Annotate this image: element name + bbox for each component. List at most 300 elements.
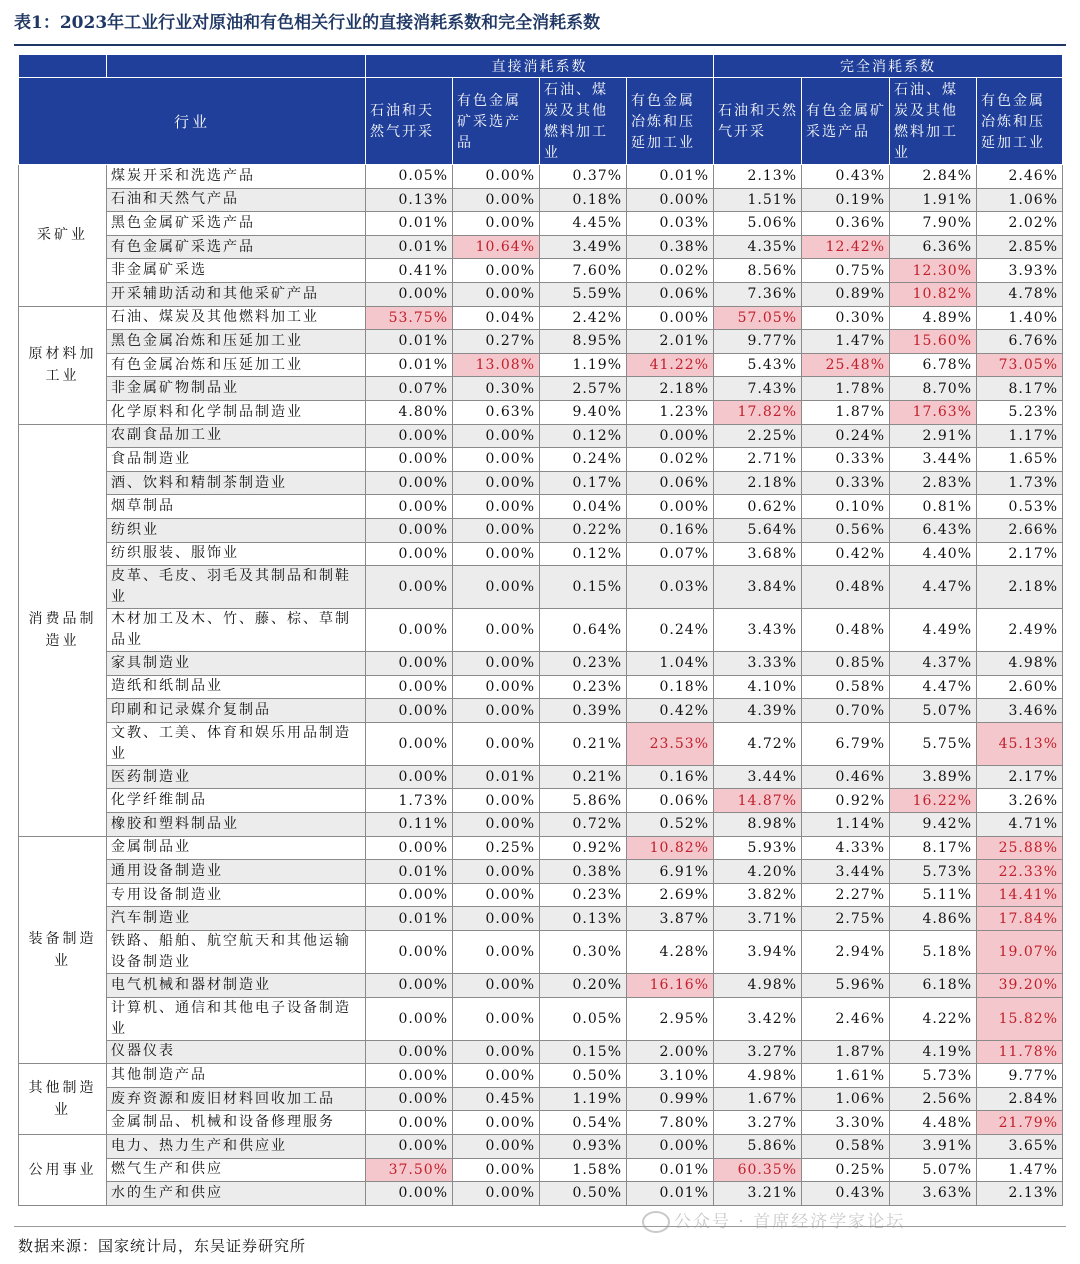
value-cell: 13.08%	[453, 353, 540, 377]
value-cell: 0.00%	[453, 813, 540, 837]
value-cell: 0.43%	[802, 1182, 890, 1206]
industry-name-cell: 有色金属冶炼和压延加工业	[107, 353, 366, 377]
value-cell: 1.87%	[802, 1040, 890, 1064]
value-cell: 0.39%	[540, 699, 627, 723]
category-cell: 装备制造业	[19, 836, 107, 1064]
value-cell: 0.00%	[453, 699, 540, 723]
value-cell: 0.13%	[540, 907, 627, 931]
value-cell: 7.43%	[714, 377, 802, 401]
value-cell: 0.54%	[540, 1111, 627, 1135]
industry-name-cell: 非金属矿物制品业	[107, 377, 366, 401]
value-cell: 0.01%	[453, 765, 540, 789]
value-cell: 4.39%	[714, 699, 802, 723]
industry-name-cell: 黑色金属冶炼和压延加工业	[107, 330, 366, 354]
industry-name-cell: 非金属矿采选	[107, 259, 366, 283]
value-cell: 0.30%	[540, 931, 627, 974]
value-cell: 4.89%	[890, 306, 977, 330]
value-cell: 0.63%	[453, 400, 540, 424]
value-cell: 6.36%	[890, 235, 977, 259]
value-cell: 2.18%	[627, 377, 714, 401]
value-cell: 0.48%	[802, 566, 890, 609]
value-cell: 1.91%	[890, 188, 977, 212]
value-cell: 0.50%	[540, 1064, 627, 1088]
value-cell: 12.30%	[890, 259, 977, 283]
table-row	[19, 813, 1063, 837]
value-cell: 0.99%	[627, 1087, 714, 1111]
table-body	[19, 165, 1063, 1206]
value-cell: 10.82%	[627, 836, 714, 860]
industry-name-cell: 铁路、船舶、航空航天和其他运输设备制造业	[107, 931, 366, 974]
header-blank-cell	[107, 55, 366, 78]
industry-name-cell: 金属制品、机械和设备修理服务	[107, 1111, 366, 1135]
table-row	[19, 1111, 1063, 1135]
table-row	[19, 1182, 1063, 1206]
value-cell: 0.00%	[453, 652, 540, 676]
industry-name-cell: 有色金属矿采选产品	[107, 235, 366, 259]
value-cell: 0.12%	[540, 424, 627, 448]
header-total-group: 完全消耗系数	[714, 55, 1063, 78]
table-row	[19, 566, 1063, 609]
industry-name-cell: 家具制造业	[107, 652, 366, 676]
value-cell: 1.73%	[977, 471, 1063, 495]
table-row	[19, 1087, 1063, 1111]
value-cell: 0.00%	[453, 675, 540, 699]
value-cell: 3.10%	[627, 1064, 714, 1088]
value-cell: 6.18%	[890, 974, 977, 998]
value-cell: 1.06%	[802, 1087, 890, 1111]
value-cell: 0.20%	[540, 974, 627, 998]
table-row	[19, 997, 1063, 1040]
value-cell: 6.76%	[977, 330, 1063, 354]
value-cell: 0.00%	[366, 1111, 453, 1135]
value-cell: 0.03%	[627, 566, 714, 609]
value-cell: 0.00%	[453, 907, 540, 931]
value-cell: 2.56%	[890, 1087, 977, 1111]
value-cell: 0.21%	[540, 722, 627, 765]
value-cell: 7.80%	[627, 1111, 714, 1135]
value-cell: 0.92%	[540, 836, 627, 860]
value-cell: 2.69%	[627, 883, 714, 907]
table-row	[19, 542, 1063, 566]
value-cell: 0.00%	[453, 448, 540, 472]
table-row	[19, 765, 1063, 789]
category-cell: 公用事业	[19, 1135, 107, 1206]
table-row	[19, 1158, 1063, 1182]
value-cell: 3.63%	[890, 1182, 977, 1206]
value-cell: 0.01%	[366, 907, 453, 931]
value-cell: 2.71%	[714, 448, 802, 472]
value-cell: 0.58%	[802, 1135, 890, 1159]
value-cell: 3.44%	[802, 860, 890, 884]
value-cell: 0.00%	[453, 188, 540, 212]
table-row	[19, 424, 1063, 448]
value-cell: 9.77%	[977, 1064, 1063, 1088]
industry-name-cell: 皮革、毛皮、羽毛及其制品和制鞋业	[107, 566, 366, 609]
value-cell: 8.17%	[890, 836, 977, 860]
value-cell: 0.05%	[366, 165, 453, 189]
value-cell: 45.13%	[977, 722, 1063, 765]
value-cell: 8.17%	[977, 377, 1063, 401]
value-cell: 17.84%	[977, 907, 1063, 931]
value-cell: 0.00%	[627, 306, 714, 330]
industry-name-cell: 开采辅助活动和其他采矿产品	[107, 282, 366, 306]
value-cell: 0.00%	[453, 165, 540, 189]
watermark-text: 公众号 · 首席经济学家论坛	[674, 1212, 906, 1232]
value-cell: 1.19%	[540, 353, 627, 377]
value-cell: 2.85%	[977, 235, 1063, 259]
value-cell: 0.58%	[802, 675, 890, 699]
value-cell: 2.95%	[627, 997, 714, 1040]
table-row	[19, 699, 1063, 723]
value-cell: 3.82%	[714, 883, 802, 907]
table-row	[19, 282, 1063, 306]
value-cell: 2.18%	[977, 566, 1063, 609]
value-cell: 0.05%	[540, 997, 627, 1040]
value-cell: 0.02%	[627, 448, 714, 472]
value-cell: 6.91%	[627, 860, 714, 884]
value-cell: 0.00%	[366, 609, 453, 652]
value-cell: 8.98%	[714, 813, 802, 837]
value-cell: 2.02%	[977, 212, 1063, 236]
value-cell: 1.06%	[977, 188, 1063, 212]
value-cell: 0.00%	[627, 1135, 714, 1159]
table-row	[19, 883, 1063, 907]
table-row	[19, 495, 1063, 519]
value-cell: 3.71%	[714, 907, 802, 931]
value-cell: 0.06%	[627, 471, 714, 495]
value-cell: 14.41%	[977, 883, 1063, 907]
value-cell: 4.78%	[977, 282, 1063, 306]
value-cell: 3.94%	[714, 931, 802, 974]
value-cell: 73.05%	[977, 353, 1063, 377]
value-cell: 0.00%	[453, 931, 540, 974]
value-cell: 0.00%	[453, 566, 540, 609]
value-cell: 3.44%	[890, 448, 977, 472]
industry-name-cell: 化学纤维制品	[107, 789, 366, 813]
value-cell: 0.93%	[540, 1135, 627, 1159]
value-cell: 4.45%	[540, 212, 627, 236]
value-cell: 0.01%	[366, 353, 453, 377]
category-cell: 其他制造业	[19, 1064, 107, 1135]
value-cell: 57.05%	[714, 306, 802, 330]
industry-name-cell: 其他制造产品	[107, 1064, 366, 1088]
value-cell: 2.17%	[977, 542, 1063, 566]
table-row	[19, 789, 1063, 813]
value-cell: 5.07%	[890, 1158, 977, 1182]
table-row	[19, 330, 1063, 354]
industry-name-cell: 废弃资源和废旧材料回收加工品	[107, 1087, 366, 1111]
value-cell: 16.22%	[890, 789, 977, 813]
value-cell: 0.56%	[802, 518, 890, 542]
value-cell: 3.42%	[714, 997, 802, 1040]
value-cell: 2.01%	[627, 330, 714, 354]
value-cell: 25.88%	[977, 836, 1063, 860]
header-sub-column: 有色金属矿采选产品	[453, 78, 540, 165]
table-row	[19, 836, 1063, 860]
value-cell: 2.94%	[802, 931, 890, 974]
value-cell: 0.81%	[890, 495, 977, 519]
table-row	[19, 353, 1063, 377]
table-row	[19, 907, 1063, 931]
value-cell: 0.07%	[366, 377, 453, 401]
industry-name-cell: 电气机械和器材制造业	[107, 974, 366, 998]
value-cell: 0.19%	[802, 188, 890, 212]
value-cell: 9.40%	[540, 400, 627, 424]
value-cell: 6.78%	[890, 353, 977, 377]
industry-name-cell: 专用设备制造业	[107, 883, 366, 907]
value-cell: 1.19%	[540, 1087, 627, 1111]
value-cell: 2.49%	[977, 609, 1063, 652]
value-cell: 4.48%	[890, 1111, 977, 1135]
value-cell: 0.01%	[627, 165, 714, 189]
bottom-divider	[14, 1226, 1066, 1227]
value-cell: 0.11%	[366, 813, 453, 837]
value-cell: 2.57%	[540, 377, 627, 401]
industry-name-cell: 黑色金属矿采选产品	[107, 212, 366, 236]
value-cell: 15.60%	[890, 330, 977, 354]
value-cell: 0.18%	[540, 188, 627, 212]
table-title: 表1：2023年工业行业对原油和有色相关行业的直接消耗系数和完全消耗系数	[14, 13, 601, 33]
value-cell: 0.00%	[453, 1182, 540, 1206]
value-cell: 0.00%	[453, 542, 540, 566]
value-cell: 0.00%	[366, 699, 453, 723]
industry-name-cell: 石油和天然气产品	[107, 188, 366, 212]
industry-name-cell: 烟草制品	[107, 495, 366, 519]
value-cell: 0.15%	[540, 566, 627, 609]
table-row	[19, 974, 1063, 998]
value-cell: 0.00%	[453, 997, 540, 1040]
value-cell: 0.12%	[540, 542, 627, 566]
value-cell: 4.19%	[890, 1040, 977, 1064]
header-sub-column: 有色金属冶炼和压延加工业	[627, 78, 714, 165]
value-cell: 0.01%	[627, 1182, 714, 1206]
value-cell: 0.00%	[366, 765, 453, 789]
value-cell: 0.50%	[540, 1182, 627, 1206]
value-cell: 3.87%	[627, 907, 714, 931]
table-row	[19, 235, 1063, 259]
value-cell: 0.33%	[802, 471, 890, 495]
value-cell: 2.83%	[890, 471, 977, 495]
value-cell: 0.18%	[627, 675, 714, 699]
value-cell: 0.62%	[714, 495, 802, 519]
value-cell: 0.00%	[366, 1087, 453, 1111]
value-cell: 0.00%	[366, 722, 453, 765]
value-cell: 1.67%	[714, 1087, 802, 1111]
value-cell: 0.00%	[453, 789, 540, 813]
value-cell: 0.38%	[627, 235, 714, 259]
value-cell: 0.00%	[453, 259, 540, 283]
industry-name-cell: 印刷和记录媒介复制品	[107, 699, 366, 723]
value-cell: 0.46%	[802, 765, 890, 789]
value-cell: 0.33%	[802, 448, 890, 472]
value-cell: 4.22%	[890, 997, 977, 1040]
value-cell: 1.58%	[540, 1158, 627, 1182]
header-sub-column: 石油和天然气开采	[714, 78, 802, 165]
value-cell: 0.89%	[802, 282, 890, 306]
value-cell: 0.00%	[453, 495, 540, 519]
value-cell: 0.00%	[366, 931, 453, 974]
value-cell: 2.27%	[802, 883, 890, 907]
value-cell: 5.96%	[802, 974, 890, 998]
value-cell: 0.42%	[627, 699, 714, 723]
value-cell: 0.00%	[453, 212, 540, 236]
value-cell: 3.26%	[977, 789, 1063, 813]
table-row	[19, 471, 1063, 495]
value-cell: 0.00%	[453, 518, 540, 542]
value-cell: 0.00%	[366, 542, 453, 566]
value-cell: 0.03%	[627, 212, 714, 236]
value-cell: 0.06%	[627, 789, 714, 813]
value-cell: 8.56%	[714, 259, 802, 283]
table-row	[19, 675, 1063, 699]
value-cell: 0.00%	[453, 424, 540, 448]
value-cell: 0.36%	[802, 212, 890, 236]
value-cell: 0.00%	[366, 566, 453, 609]
value-cell: 0.24%	[627, 609, 714, 652]
industry-name-cell: 计算机、通信和其他电子设备制造业	[107, 997, 366, 1040]
value-cell: 0.00%	[366, 974, 453, 998]
value-cell: 39.20%	[977, 974, 1063, 998]
value-cell: 0.01%	[366, 330, 453, 354]
value-cell: 4.10%	[714, 675, 802, 699]
value-cell: 10.64%	[453, 235, 540, 259]
value-cell: 0.00%	[453, 722, 540, 765]
value-cell: 4.98%	[977, 652, 1063, 676]
value-cell: 8.95%	[540, 330, 627, 354]
value-cell: 4.71%	[977, 813, 1063, 837]
value-cell: 0.00%	[366, 675, 453, 699]
header-blank-cell	[19, 55, 107, 78]
value-cell: 0.00%	[627, 495, 714, 519]
value-cell: 3.84%	[714, 566, 802, 609]
value-cell: 3.27%	[714, 1111, 802, 1135]
value-cell: 7.36%	[714, 282, 802, 306]
value-cell: 5.73%	[890, 860, 977, 884]
industry-name-cell: 食品制造业	[107, 448, 366, 472]
value-cell: 0.07%	[627, 542, 714, 566]
table-row	[19, 652, 1063, 676]
value-cell: 0.00%	[366, 1135, 453, 1159]
value-cell: 0.42%	[802, 542, 890, 566]
value-cell: 5.73%	[890, 1064, 977, 1088]
value-cell: 5.43%	[714, 353, 802, 377]
value-cell: 37.50%	[366, 1158, 453, 1182]
value-cell: 3.21%	[714, 1182, 802, 1206]
value-cell: 0.43%	[802, 165, 890, 189]
value-cell: 4.47%	[890, 566, 977, 609]
value-cell: 0.25%	[453, 836, 540, 860]
industry-name-cell: 石油、煤炭及其他燃料加工业	[107, 306, 366, 330]
source-note: 数据来源：国家统计局，东吴证券研究所	[18, 1237, 307, 1255]
value-cell: 0.00%	[627, 188, 714, 212]
value-cell: 3.46%	[977, 699, 1063, 723]
industry-name-cell: 通用设备制造业	[107, 860, 366, 884]
value-cell: 4.37%	[890, 652, 977, 676]
table-row	[19, 400, 1063, 424]
value-cell: 4.20%	[714, 860, 802, 884]
industry-name-cell: 橡胶和塑料制品业	[107, 813, 366, 837]
watermark	[642, 1207, 905, 1233]
value-cell: 0.00%	[366, 1040, 453, 1064]
table-row	[19, 518, 1063, 542]
industry-name-cell: 燃气生产和供应	[107, 1158, 366, 1182]
value-cell: 0.25%	[802, 1158, 890, 1182]
industry-name-cell: 造纸和纸制品业	[107, 675, 366, 699]
value-cell: 3.33%	[714, 652, 802, 676]
value-cell: 0.00%	[366, 883, 453, 907]
value-cell: 14.87%	[714, 789, 802, 813]
value-cell: 0.92%	[802, 789, 890, 813]
value-cell: 9.42%	[890, 813, 977, 837]
value-cell: 0.24%	[540, 448, 627, 472]
header-direct-group: 直接消耗系数	[366, 55, 714, 78]
consumption-coefficient-table	[18, 54, 1063, 1206]
value-cell: 0.00%	[366, 652, 453, 676]
value-cell: 0.52%	[627, 813, 714, 837]
value-cell: 1.04%	[627, 652, 714, 676]
value-cell: 0.00%	[366, 282, 453, 306]
category-cell: 采矿业	[19, 165, 107, 307]
value-cell: 0.00%	[453, 1158, 540, 1182]
header-sub-column: 石油、煤炭及其他燃料加工业	[890, 78, 977, 165]
value-cell: 4.98%	[714, 974, 802, 998]
industry-name-cell: 煤炭开采和洗选产品	[107, 165, 366, 189]
value-cell: 5.23%	[977, 400, 1063, 424]
value-cell: 1.17%	[977, 424, 1063, 448]
value-cell: 4.98%	[714, 1064, 802, 1088]
value-cell: 4.35%	[714, 235, 802, 259]
value-cell: 0.21%	[540, 765, 627, 789]
value-cell: 2.46%	[802, 997, 890, 1040]
value-cell: 11.78%	[977, 1040, 1063, 1064]
wechat-icon	[642, 1211, 670, 1233]
table-row	[19, 860, 1063, 884]
value-cell: 2.46%	[977, 165, 1063, 189]
value-cell: 19.07%	[977, 931, 1063, 974]
value-cell: 5.93%	[714, 836, 802, 860]
value-cell: 0.53%	[977, 495, 1063, 519]
value-cell: 0.00%	[453, 1111, 540, 1135]
value-cell: 0.00%	[366, 1182, 453, 1206]
value-cell: 0.00%	[366, 448, 453, 472]
value-cell: 5.06%	[714, 212, 802, 236]
industry-name-cell: 纺织服装、服饰业	[107, 542, 366, 566]
value-cell: 2.42%	[540, 306, 627, 330]
value-cell: 0.00%	[366, 1064, 453, 1088]
value-cell: 0.04%	[540, 495, 627, 519]
industry-name-cell: 农副食品加工业	[107, 424, 366, 448]
value-cell: 5.59%	[540, 282, 627, 306]
industry-name-cell: 水的生产和供应	[107, 1182, 366, 1206]
value-cell: 2.13%	[714, 165, 802, 189]
value-cell: 0.48%	[802, 609, 890, 652]
value-cell: 3.65%	[977, 1135, 1063, 1159]
header-sub-column: 石油和天然气开采	[366, 78, 453, 165]
value-cell: 0.16%	[627, 518, 714, 542]
industry-name-cell: 木材加工及木、竹、藤、棕、草制品业	[107, 609, 366, 652]
title-divider	[14, 44, 1066, 46]
table-row	[19, 609, 1063, 652]
value-cell: 1.61%	[802, 1064, 890, 1088]
value-cell: 5.11%	[890, 883, 977, 907]
value-cell: 0.13%	[366, 188, 453, 212]
value-cell: 7.90%	[890, 212, 977, 236]
value-cell: 1.87%	[802, 400, 890, 424]
table-row	[19, 306, 1063, 330]
value-cell: 3.27%	[714, 1040, 802, 1064]
value-cell: 0.10%	[802, 495, 890, 519]
value-cell: 0.64%	[540, 609, 627, 652]
